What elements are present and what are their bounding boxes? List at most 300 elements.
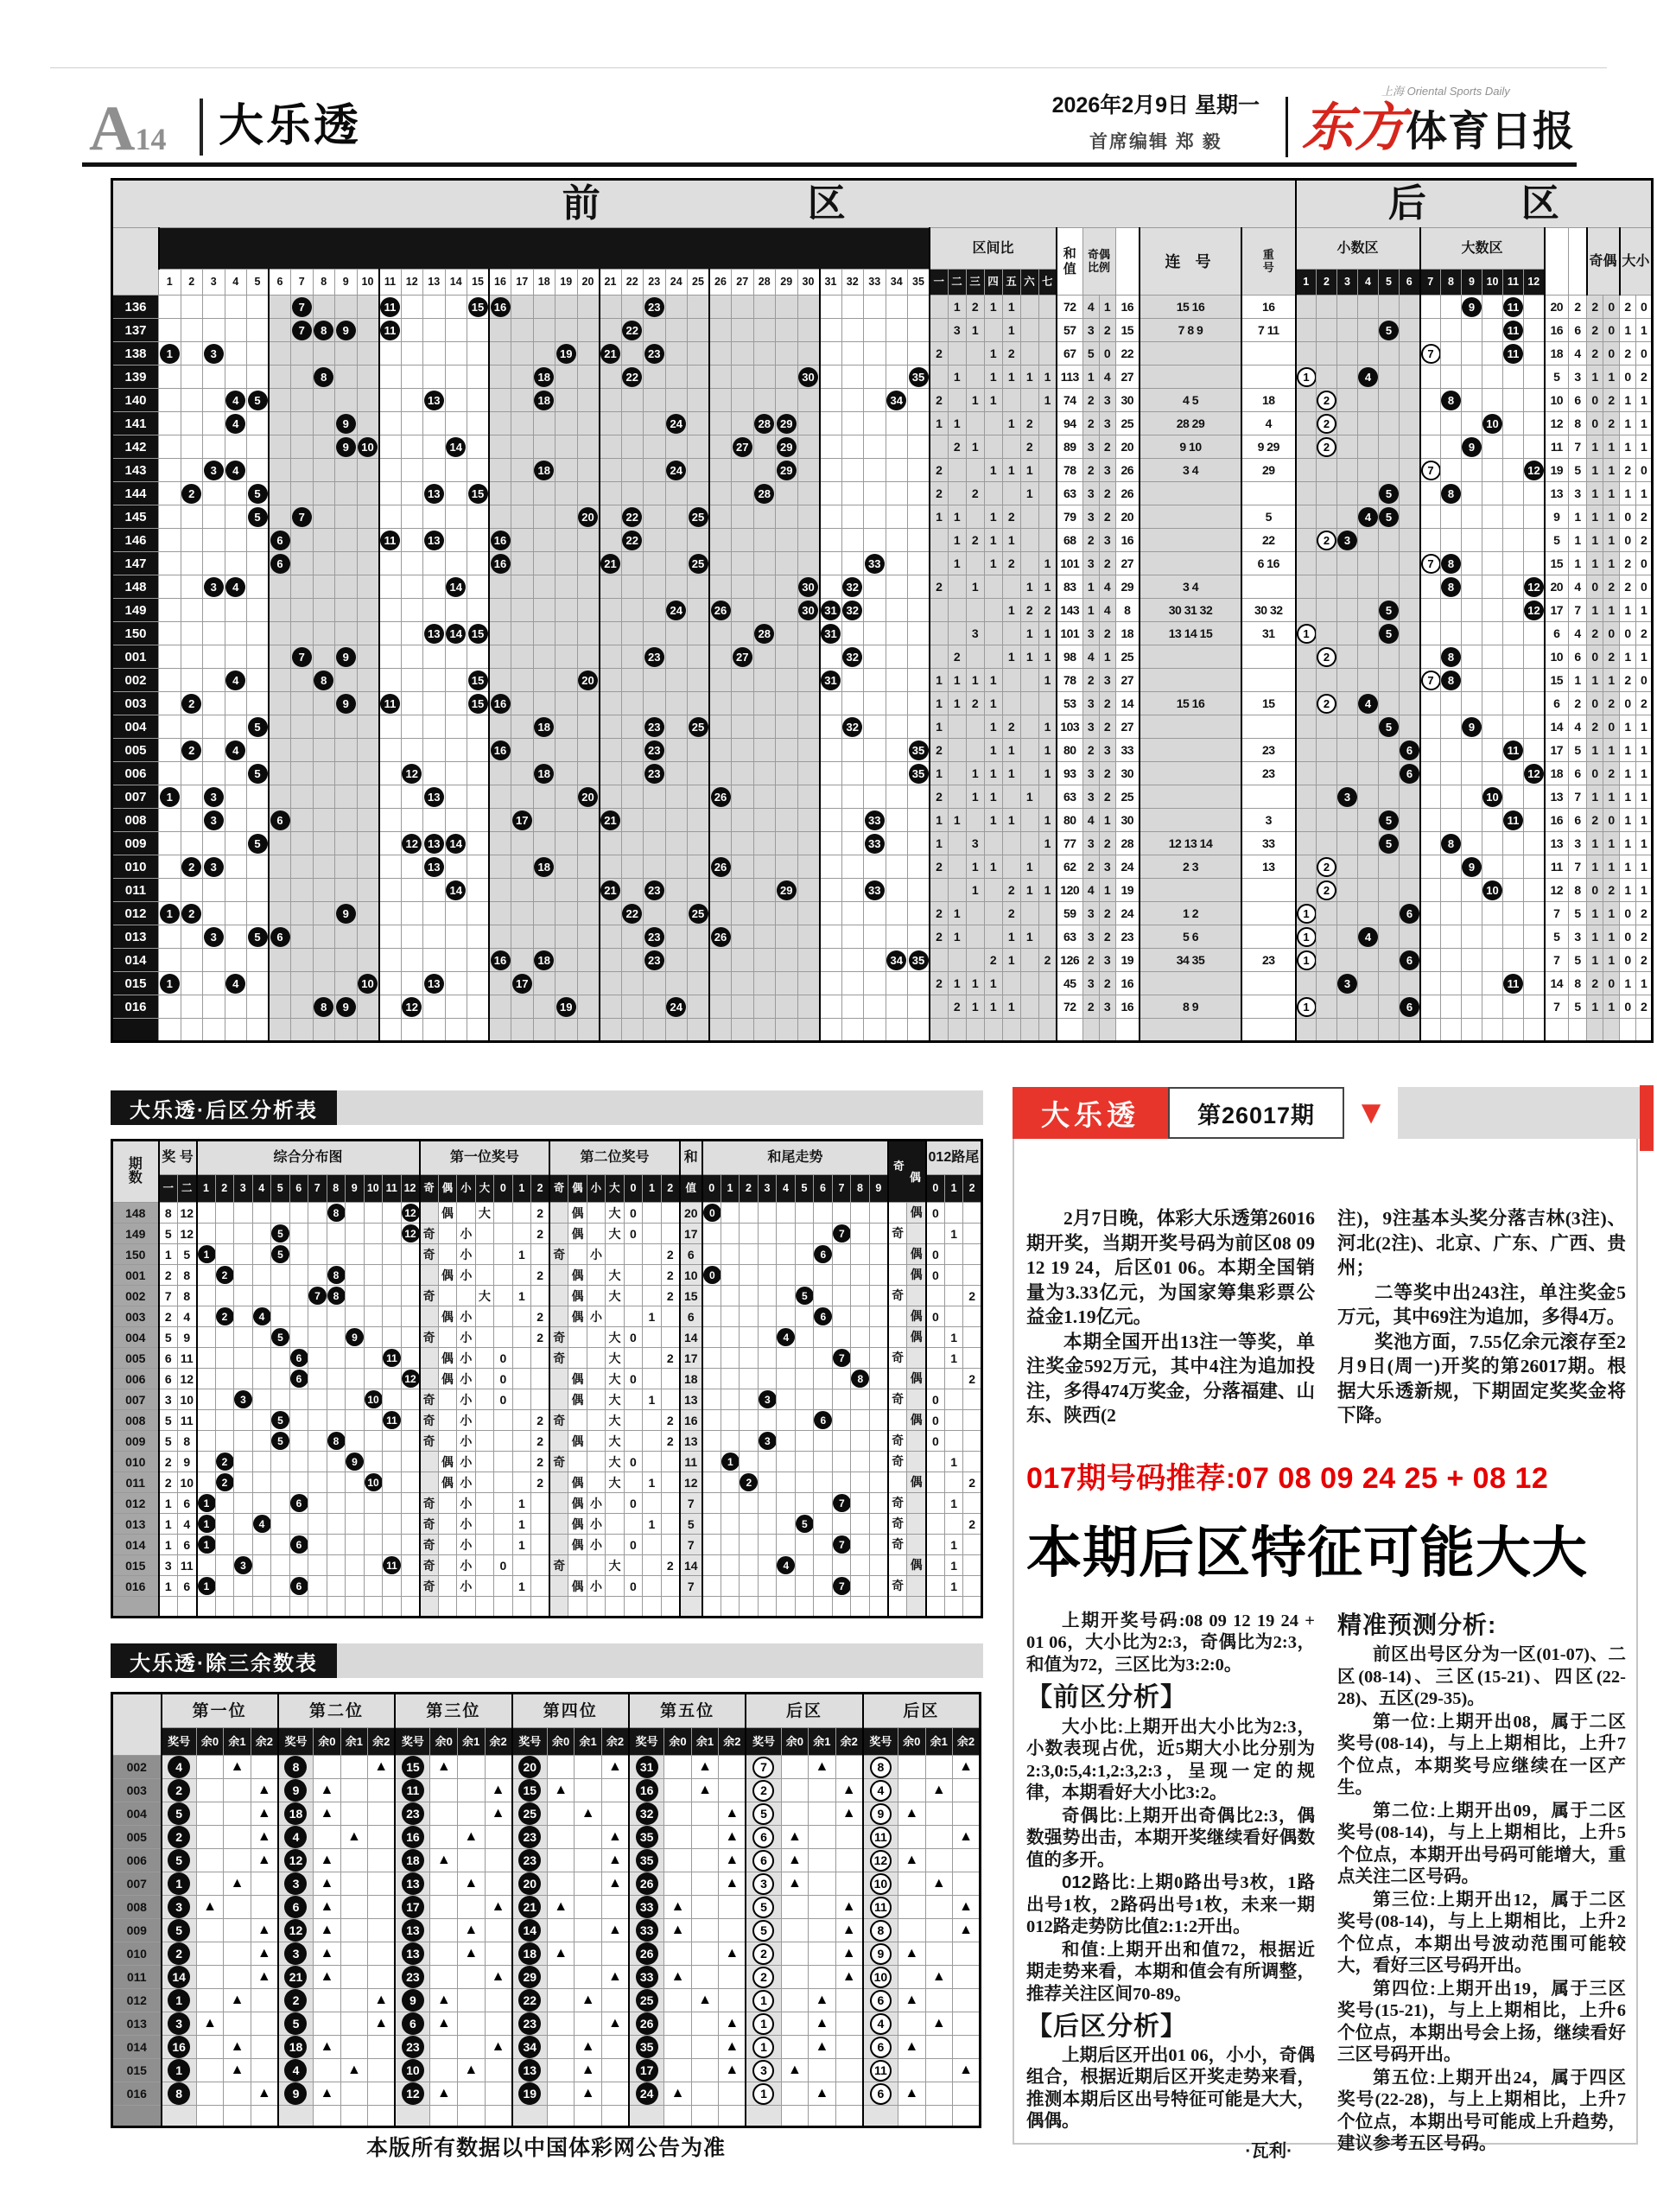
prize2-cell: 6: [178, 1576, 197, 1597]
remainder-cell: [601, 2082, 629, 2106]
pos-attr-cell: 2: [661, 1431, 680, 1452]
front-number-cell: [797, 529, 820, 552]
front-number-cell: [864, 949, 886, 972]
front-number-cell: [820, 995, 842, 1019]
back-number-cell: [1524, 319, 1545, 342]
period-cell: [112, 2106, 162, 2127]
zone-ratio-cell: 1: [984, 809, 1002, 832]
ball: 14: [518, 1919, 541, 1942]
back-big-cell: 1: [1620, 972, 1636, 995]
prize-number-cell: [395, 1756, 430, 1779]
remainder-cell: ▲: [809, 2036, 836, 2059]
front-number-cell: [467, 365, 490, 389]
ball: 23: [518, 1849, 541, 1872]
front-col-header: 3: [203, 270, 225, 296]
remainder-cell: [224, 2082, 251, 2106]
front-number-cell: [600, 389, 622, 412]
sum-even-cell: 偶: [907, 1306, 926, 1327]
back-number-cell: [1441, 342, 1462, 365]
front-number-cell: [776, 762, 798, 785]
chart-row: [112, 296, 1653, 319]
ball: 7: [833, 1349, 851, 1367]
remainder-cell: [485, 1872, 512, 1896]
front-number-cell: [797, 412, 820, 435]
front-number-cell: [269, 739, 291, 762]
back-number-cell: [1337, 296, 1358, 319]
remainder-cell: ▲: [809, 1989, 836, 2012]
ball: 16: [491, 950, 511, 970]
front-number-cell: [291, 296, 314, 319]
pos-attr-cell: [661, 1597, 680, 1618]
dist-cell: [234, 1224, 253, 1244]
pos-attr-cell: [438, 1514, 457, 1535]
remainder-cell: [575, 1826, 602, 1849]
back-number-cell: [1420, 855, 1441, 879]
pos-attr-cell: [494, 1306, 513, 1327]
ball: 1: [168, 1989, 190, 2012]
pos-attr-cell: [512, 1369, 531, 1389]
pos-attr-cell: [438, 1431, 457, 1452]
front-number-cell: [445, 482, 467, 505]
span-cell: 33: [1115, 739, 1140, 762]
analysis-row: [112, 1348, 982, 1369]
front-number-cell: [600, 972, 622, 995]
front-number-cell: [357, 879, 379, 902]
zone-ratio-cell: 2: [1002, 715, 1020, 739]
analysis-row: [112, 1431, 982, 1452]
hollow-ball: 6: [870, 1990, 892, 2012]
dist-cell: [197, 1431, 216, 1452]
back-number-cell: [1524, 925, 1545, 949]
remainder-cell: [664, 2036, 692, 2059]
front-number-cell: [688, 855, 710, 879]
lu-cell: [963, 1389, 982, 1410]
ball: 12: [1524, 577, 1544, 597]
ball: 8: [1441, 484, 1461, 504]
span-cell: 16: [1115, 529, 1140, 552]
front-number-cell: [467, 669, 490, 692]
ball: 5: [168, 1802, 190, 1825]
pos-attr-cell: 小: [457, 1306, 476, 1327]
back-number-cell: [1441, 995, 1462, 1019]
consecutive-cell: 3 4: [1140, 575, 1241, 599]
top-hairline: [50, 67, 1607, 68]
back-number-cell: [1358, 692, 1379, 715]
sum-even-cell: 偶: [907, 1244, 926, 1265]
span-cell: 24: [1115, 855, 1140, 879]
back-number-cell: [1400, 412, 1420, 435]
paragraph: 奇偶比:上期开出奇偶比2:3，偶数强势出击，本期开奖继续看好偶数值的多开。: [1026, 1805, 1316, 1870]
even-count-cell: 3: [1099, 669, 1115, 692]
front-number-cell: [533, 575, 556, 599]
front-number-cell: [797, 832, 820, 855]
tail-cell: [758, 1535, 777, 1555]
dist-cell: [234, 1472, 253, 1493]
front-number-cell: [533, 809, 556, 832]
ball: 35: [636, 2036, 658, 2058]
remainder-cell: [925, 2106, 953, 2127]
front-number-cell: [556, 575, 578, 599]
front-number-cell: [886, 949, 908, 972]
prize-number-cell: [278, 1989, 314, 2012]
span-cell: 26: [1115, 459, 1140, 482]
front-number-cell: [753, 599, 776, 622]
remainder-cell: ▲: [664, 2082, 692, 2106]
period-cell: 004: [112, 715, 159, 739]
period-cell: 016: [112, 995, 159, 1019]
tail-cell: [795, 1369, 814, 1389]
ball: 5: [1379, 484, 1399, 504]
front-number-cell: [886, 505, 908, 529]
prize-number-cell: [278, 1896, 314, 1919]
consecutive-cell: [1140, 482, 1241, 505]
front-number-cell: [203, 995, 225, 1019]
hollow-ball: 7: [1421, 344, 1441, 364]
zone-ratio-cell: [1020, 739, 1038, 762]
zone-ratio-cell: 2: [1002, 552, 1020, 575]
dist-cell: [346, 1286, 365, 1306]
back-odd-cell: 2: [1587, 296, 1603, 319]
front-number-cell: [313, 1019, 335, 1042]
dist-cell: [364, 1431, 383, 1452]
ball: 13: [424, 391, 444, 410]
remainder-cell: [925, 1896, 953, 1919]
front-number-cell: [753, 319, 776, 342]
dist-cell: [383, 1472, 402, 1493]
back-odd-cell: 1: [1587, 459, 1603, 482]
dist-cell: [197, 1493, 216, 1514]
zone-ratio-cell: [984, 1019, 1002, 1042]
dist-cell: [197, 1265, 216, 1286]
front-number-cell: [644, 365, 666, 389]
front-number-cell: [556, 879, 578, 902]
front-number-cell: [556, 902, 578, 925]
remainder-cell: ▲: [430, 1756, 458, 1779]
front-number-cell: [423, 552, 446, 575]
sum-even-cell: [907, 1224, 926, 1244]
back-number-cell: [1524, 762, 1545, 785]
front-number-cell: [665, 762, 688, 785]
zone-ratio-cell: 1: [984, 529, 1002, 552]
dist-cell: [215, 1576, 234, 1597]
tail-cell: [758, 1327, 777, 1348]
front-number-cell: [621, 902, 644, 925]
repeat-cell: 22: [1241, 529, 1296, 552]
front-number-cell: [644, 739, 666, 762]
zone-ratio-cell: [930, 599, 948, 622]
pos-attr-cell: [587, 1410, 606, 1431]
front-number-cell: [225, 296, 247, 319]
remainder-cell: [664, 1779, 692, 1802]
remainder-cell: ▲: [224, 1872, 251, 1896]
front-number-cell: [621, 949, 644, 972]
front-number-cell: [291, 645, 314, 669]
pos-attr-cell: [494, 1431, 513, 1452]
pos-attr-cell: [661, 1493, 680, 1514]
zone-ratio-cell: 1: [984, 692, 1002, 715]
front-number-cell: [401, 972, 423, 995]
ball: 21: [600, 344, 620, 364]
back-number-cell: [1400, 645, 1420, 669]
front-number-cell: [820, 645, 842, 669]
dist-cell: [234, 1244, 253, 1265]
sum-cell: 143: [1057, 599, 1082, 622]
pos-attr-cell: [494, 1576, 513, 1597]
zone-ratio-cell: 2: [930, 925, 948, 949]
zone-ratio-cell: 1: [1020, 482, 1038, 505]
front-number-cell: [511, 575, 534, 599]
dist-cell: [308, 1576, 327, 1597]
zone-ratio-cell: 1: [948, 529, 966, 552]
back-number-cell: [1296, 645, 1317, 669]
front-number-cell: [732, 879, 754, 902]
remainder-cell: ▲: [368, 1989, 396, 2012]
tail-cell: [814, 1265, 833, 1286]
back-number-cell: [1503, 762, 1524, 785]
back-number-cell: [1441, 739, 1462, 762]
tail-col-header: 3: [758, 1175, 777, 1203]
back-number-cell: [1358, 552, 1379, 575]
ball: 16: [491, 531, 511, 550]
remainder-cell: ▲: [547, 1779, 575, 1802]
front-number-cell: [181, 389, 203, 412]
ball: 5: [1379, 810, 1399, 830]
ball: 23: [402, 1802, 424, 1825]
pos-attr-cell: [643, 1452, 662, 1472]
remainder-cell: ▲: [314, 1919, 341, 1942]
front-number-cell: [203, 739, 225, 762]
front-number-cell: [401, 412, 423, 435]
ball: 18: [534, 391, 554, 410]
front-number-cell: [709, 599, 732, 622]
front-number-cell: [665, 809, 688, 832]
prize1-cell: 5: [159, 1224, 178, 1244]
lu-cell: [944, 1265, 963, 1286]
back-even-cell: 2: [1603, 575, 1620, 599]
sum-cell: 63: [1057, 785, 1082, 809]
remainder-cell: [835, 1826, 863, 1849]
front-number-cell: [225, 1019, 247, 1042]
sum-even-cell: [907, 1452, 926, 1472]
even-count-cell: 2: [1099, 902, 1115, 925]
analysis-row: [112, 1224, 982, 1244]
consecutive-cell: 3 4: [1140, 459, 1241, 482]
back-big-cell: 0: [1620, 995, 1636, 1019]
pos-attr-cell: 偶: [568, 1369, 587, 1389]
dist-cell: [289, 1431, 308, 1452]
prize-number-cell: [863, 1872, 898, 1896]
period-cell: 003: [112, 1779, 162, 1802]
front-number-cell: [225, 715, 247, 739]
back-number-cell: [1379, 762, 1400, 785]
prize-number-cell: [162, 2106, 197, 2127]
front-number-cell: [489, 645, 511, 669]
front-number-cell: [709, 412, 732, 435]
consecutive-cell: 4 5: [1140, 389, 1241, 412]
front-number-cell: [269, 599, 291, 622]
front-number-cell: [357, 482, 379, 505]
front-number-cell: [401, 1019, 423, 1042]
back-number-cell: [1296, 412, 1317, 435]
pos-attr-cell: [420, 1452, 439, 1472]
remainder-cell: ▲: [485, 1802, 512, 1826]
front-number-cell: [203, 692, 225, 715]
prize-number-cell: [629, 1779, 664, 1802]
front-number-cell: [908, 972, 930, 995]
pos-attr-cell: [494, 1597, 513, 1618]
dist-cell: [252, 1431, 271, 1452]
front-number-cell: [820, 949, 842, 972]
dist-cell: [383, 1535, 402, 1555]
period-cell: 006: [112, 762, 159, 785]
front-number-cell: [600, 692, 622, 715]
pos-attr-cell: [512, 1348, 531, 1369]
remainder-cell: [458, 1779, 486, 1802]
back-number-cell: [1337, 342, 1358, 365]
front-number-cell: [797, 435, 820, 459]
ball: 8: [327, 1266, 346, 1284]
front-number-cell: [556, 365, 578, 389]
period-cell: 143: [112, 459, 159, 482]
front-number-cell: [247, 902, 270, 925]
zone-ratio-cell: [930, 296, 948, 319]
back-number-cell: [1379, 459, 1400, 482]
pos-attr-cell: [531, 1555, 550, 1576]
prize-number-cell: [162, 1802, 197, 1826]
zone-ratio-cell: 2: [930, 739, 948, 762]
remainder-cell: [251, 1896, 278, 1919]
remainder-cell: ▲: [719, 1872, 746, 1896]
pos-attr-cell: [512, 1452, 531, 1472]
front-number-cell: [247, 599, 270, 622]
front-number-cell: [423, 575, 446, 599]
front-number-cell: [753, 342, 776, 365]
pos-attr-cell: [606, 1306, 625, 1327]
dist-cell: [289, 1472, 308, 1493]
back-sum-cell: 15: [1545, 669, 1569, 692]
front-number-cell: [489, 762, 511, 785]
front-number-cell: [247, 412, 270, 435]
pos-attr-cell: [661, 1452, 680, 1472]
back-number-cell: [1420, 645, 1441, 669]
dist-cell: [215, 1452, 234, 1472]
sum-cell: 77: [1057, 832, 1082, 855]
repeat-cell: [1241, 575, 1296, 599]
front-number-cell: [797, 785, 820, 809]
ball: 11: [383, 1349, 401, 1367]
back-small-cell: 1: [1636, 785, 1653, 809]
remainder-cell: [575, 1966, 602, 1989]
period-cell: 006: [112, 1369, 159, 1389]
remainder-cell: [340, 2106, 368, 2127]
remainder-cell: [340, 1756, 368, 1779]
back-number-cell: [1358, 925, 1379, 949]
odd-count-cell: 2: [1082, 855, 1099, 879]
remainder-cell: [601, 2106, 629, 2127]
pos-attr-cell: 小: [457, 1431, 476, 1452]
remainder-cell: [196, 1966, 224, 1989]
ratio-col-header: 四: [984, 270, 1002, 296]
zone-ratio-cell: [984, 575, 1002, 599]
sub-header: 余0: [898, 1728, 925, 1756]
remainder-cell: [340, 1966, 368, 1989]
zone-ratio-cell: [1020, 529, 1038, 552]
ball: 8: [327, 1204, 346, 1222]
back-number-cell: [1317, 482, 1337, 505]
repeat-cell: [1241, 902, 1296, 925]
ball: 7: [292, 321, 312, 340]
prize-number-cell: [512, 2012, 548, 2036]
front-number-cell: [688, 1019, 710, 1042]
back-number-cell: [1462, 482, 1482, 505]
pos-attr-cell: [587, 1389, 606, 1410]
back-number-cell: [1420, 552, 1441, 575]
back-small-cell: 1: [1636, 739, 1653, 762]
front-number-cell: [688, 645, 710, 669]
tail-cell: [814, 1306, 833, 1327]
back-number-cell: [1441, 575, 1462, 599]
dist-cell: [289, 1389, 308, 1410]
front-number-cell: [445, 459, 467, 482]
front-number-cell: [621, 715, 644, 739]
back-number-cell: [1337, 739, 1358, 762]
consecutive-label: 连 号: [1140, 228, 1241, 296]
front-number-cell: [577, 995, 600, 1019]
back-even-cell: 2: [1603, 389, 1620, 412]
remainder-cell: [340, 2082, 368, 2106]
remainder-cell: ▲: [251, 1826, 278, 1849]
front-number-cell: [379, 622, 402, 645]
front-number-cell: [908, 296, 930, 319]
back-number-cell: [1482, 365, 1503, 389]
dist-cell: [401, 1244, 420, 1265]
front-number-cell: [335, 599, 358, 622]
ball: 6: [1400, 904, 1419, 924]
back-number-cell: [1482, 1019, 1503, 1042]
chart-row: [112, 412, 1653, 435]
back-number-cell: [1296, 296, 1317, 319]
back-span-cell: 5: [1569, 949, 1587, 972]
back-number-cell: [1524, 1019, 1545, 1042]
back-number-cell: [1400, 669, 1420, 692]
front-number-cell: [600, 925, 622, 949]
pos1-header: 第一位奖号: [420, 1141, 550, 1175]
consecutive-cell: 34 35: [1140, 949, 1241, 972]
back-number-cell: [1317, 692, 1337, 715]
back-number-cell: [1358, 902, 1379, 925]
sub-header: 余0: [196, 1728, 224, 1756]
pos-attr-cell: 奇: [549, 1452, 568, 1472]
ball: 6: [270, 531, 290, 550]
front-col-header: 23: [644, 270, 666, 296]
prize-number-cell: [746, 2012, 781, 2036]
front-number-cell: [864, 879, 886, 902]
period-cell: [112, 1019, 159, 1042]
remainder-cell: [458, 2106, 486, 2127]
odd-count-cell: 3: [1082, 319, 1099, 342]
prize-number-cell: [629, 1826, 664, 1849]
remainder-cell: [196, 1872, 224, 1896]
pos-attr-cell: [512, 1431, 531, 1452]
tail-cell: [851, 1452, 870, 1472]
pos-attr-cell: [606, 1244, 625, 1265]
lu-cell: 2: [963, 1286, 982, 1306]
back-number-cell: [1420, 529, 1441, 552]
zone-ratio-cell: 1: [966, 669, 984, 692]
ball: 5: [1379, 624, 1399, 644]
pos-attr-cell: 偶: [438, 1348, 457, 1369]
front-number-cell: [181, 552, 203, 575]
